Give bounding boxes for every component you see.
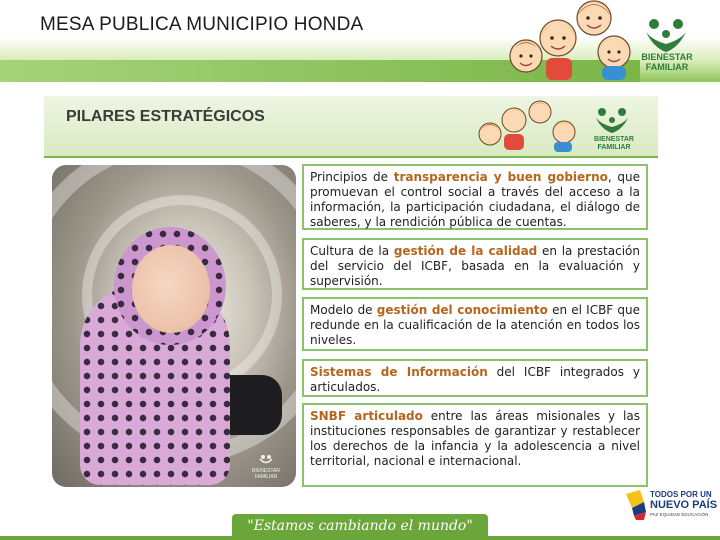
mini-logo-line-2: FAMILIAR <box>597 144 631 151</box>
pillar-information-systems <box>302 359 648 397</box>
pillar-knowledge <box>302 297 648 351</box>
gov-line-2: NUEVO PAÍS <box>650 499 718 511</box>
pillar-text: en el ICBF que redunde en la cualificación de la atención en todos los niveles. <box>310 303 641 347</box>
logo-line-2: FAMILIAR <box>645 62 689 72</box>
pillar-snbf <box>302 403 648 487</box>
logo-line-1: BIENESTAR <box>641 52 693 62</box>
pillar-quality <box>302 238 648 290</box>
gov-logo-subtext: PAZ EQUIDAD EDUCACIÓN <box>650 512 709 517</box>
pillar-text: en la prestación del servicio del ICBF, basada en la evaluación y supervisión. <box>310 244 640 288</box>
pillar-text: , que promuevan el control social a través del acceso a la información, la participación ciudadana, el diálogo de saberes, y la rendición pública de cuentas. <box>310 170 640 229</box>
panel-title: PILARES ESTRATÉGICOS <box>66 108 265 125</box>
photo-logo <box>248 454 284 482</box>
pillar-text: Cultura de la <box>310 244 394 258</box>
child-face <box>132 245 210 333</box>
mini-cartoon-children-illustration <box>468 98 584 154</box>
child-photo <box>52 165 296 487</box>
pillar-text: entre las áreas misionales y las instituciones responsables de garantizar y restablecer los derechos de la infancia y la adolescencia a nivel territorial, nacional e internacional. <box>310 409 640 468</box>
pillar-text: Principios de <box>310 170 394 184</box>
gov-line-1: TODOS POR UN <box>650 490 712 499</box>
pillar-highlight: transparencia y buen gobierno <box>393 170 608 184</box>
pillar-transparency <box>302 164 648 230</box>
photo-logo-icon <box>259 454 273 466</box>
mini-logo-text <box>586 136 642 152</box>
cartoon-children-illustration <box>496 0 640 80</box>
gov-logo-text <box>650 490 720 511</box>
pillar-text: del ICBF integrados y articulados. <box>310 365 641 394</box>
pillar-text: Modelo de <box>310 303 377 317</box>
pillar-highlight: gestión del conocimiento <box>376 303 548 317</box>
pillar-highlight: Sistemas de Información <box>310 365 488 379</box>
pillar-highlight: SNBF articulado <box>310 409 423 423</box>
footer-slogan: "Estamos cambiando el mundo" <box>247 518 473 534</box>
photo-logo-text: BIENESTAR FAMILIAR <box>252 468 280 480</box>
slide-title: MESA PUBLICA MUNICIPIO HONDA <box>40 14 364 35</box>
pillar-highlight: gestión de la calidad <box>393 244 538 258</box>
icbf-logo-text <box>636 52 698 72</box>
mini-logo-line-1: BIENESTAR <box>594 136 634 143</box>
